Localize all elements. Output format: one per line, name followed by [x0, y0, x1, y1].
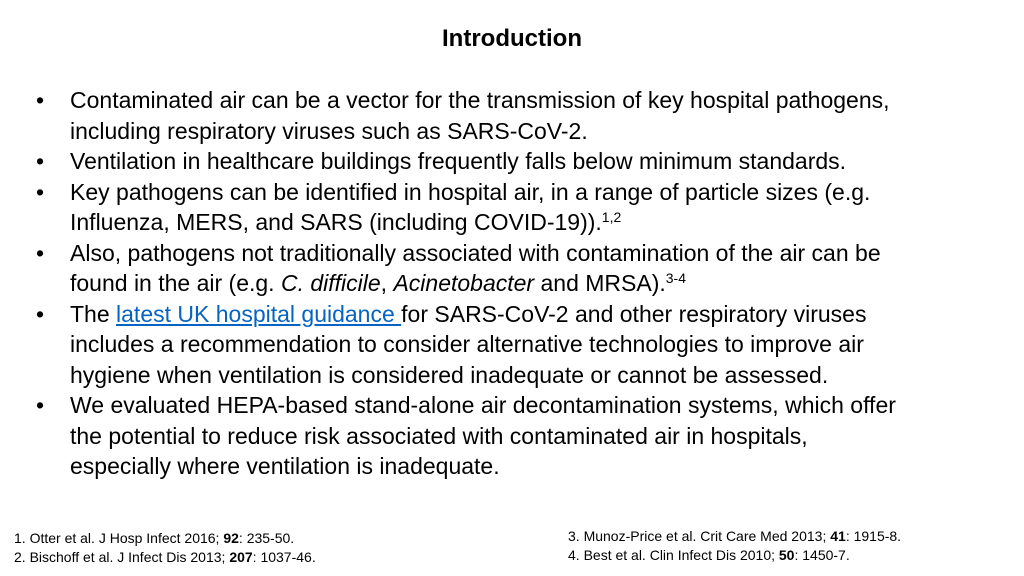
bullet-text: , — [380, 270, 394, 296]
bullet-text: includes a recommendation to consider alternative technologies to improve air — [70, 331, 864, 357]
bullet-item — [70, 238, 1005, 299]
guidance-link[interactable]: latest UK hospital guidance — [116, 300, 402, 327]
bullet-text: The — [70, 300, 117, 327]
bullet-item — [70, 146, 1005, 177]
reference-item — [14, 529, 316, 548]
bullet-line — [70, 299, 1005, 330]
bullet-text: • Also, pathogens not traditionally associated with contamination of the air can be — [70, 239, 881, 266]
bullet-text: the potential to reduce risk associated with contaminated air in hospitals, — [70, 422, 808, 449]
slide-title: Introduction — [442, 25, 582, 52]
organism-name: Acinetobacter — [393, 270, 535, 296]
references-left — [14, 529, 316, 567]
bullet-line — [70, 207, 1005, 238]
reference-pages: : 1915-8. — [845, 528, 902, 544]
reference-pages: : 235-50. — [238, 530, 295, 546]
reference-text: 2. Bischoff et al. J Infect Dis 2013; — [14, 549, 230, 565]
bullet-item — [70, 85, 1005, 146]
reference-volume: 50 — [778, 547, 795, 563]
bullet-text: and MRSA). — [534, 270, 666, 296]
reference-pages: : 1037-46. — [252, 549, 316, 565]
citation-superscript: 3-4 — [665, 270, 686, 286]
reference-volume: 207 — [229, 549, 253, 565]
bullet-text: • Ventilation in healthcare buildings frequently falls below minimum standards. — [70, 148, 847, 174]
bullet-text: for SARS-CoV-2 and other respiratory viruses — [401, 300, 867, 327]
reference-volume: 41 — [830, 528, 846, 544]
references-right — [568, 527, 901, 565]
reference-item — [568, 546, 901, 565]
bullet-text: • We evaluated HEPA-based stand-alone air decontamination systems, which offer — [70, 392, 896, 418]
bullet-text: Influenza, MERS, and SARS (including COVID-19)). — [70, 209, 602, 235]
reference-text: 1. Otter et al. J Hosp Infect 2016; — [14, 530, 224, 546]
bullet-list — [70, 85, 1005, 482]
reference-text: 4. Best et al. Clin Infect Dis 2010; — [568, 547, 779, 563]
bullet-line — [70, 268, 1005, 299]
bullet-item — [70, 299, 1005, 391]
bullet-text: hygiene when ventilation is considered inadequate or cannot be assessed. — [70, 361, 829, 388]
bullet-item — [70, 390, 1005, 482]
reference-item — [14, 548, 316, 567]
citation-superscript: 1,2 — [601, 209, 622, 225]
reference-text: 3. Munoz-Price et al. Crit Care Med 2013; — [568, 528, 831, 544]
reference-item — [568, 527, 901, 546]
reference-volume: 92 — [223, 530, 239, 546]
reference-pages: : 1450-7. — [794, 547, 850, 563]
bullet-text: found in the air (e.g. — [70, 270, 281, 296]
bullet-item — [70, 177, 1005, 238]
bullet-text: especially where ventilation is inadequate. — [70, 453, 500, 479]
bullet-text: including respiratory viruses such as SARS-CoV-2. — [70, 117, 588, 144]
bullet-text: • Contaminated air can be a vector for the transmission of key hospital pathogens, — [70, 87, 890, 113]
organism-name: C. difficile — [280, 270, 381, 296]
bullet-text: • Key pathogens can be identified in hospital air, in a range of particle sizes (e.g. — [70, 178, 871, 205]
